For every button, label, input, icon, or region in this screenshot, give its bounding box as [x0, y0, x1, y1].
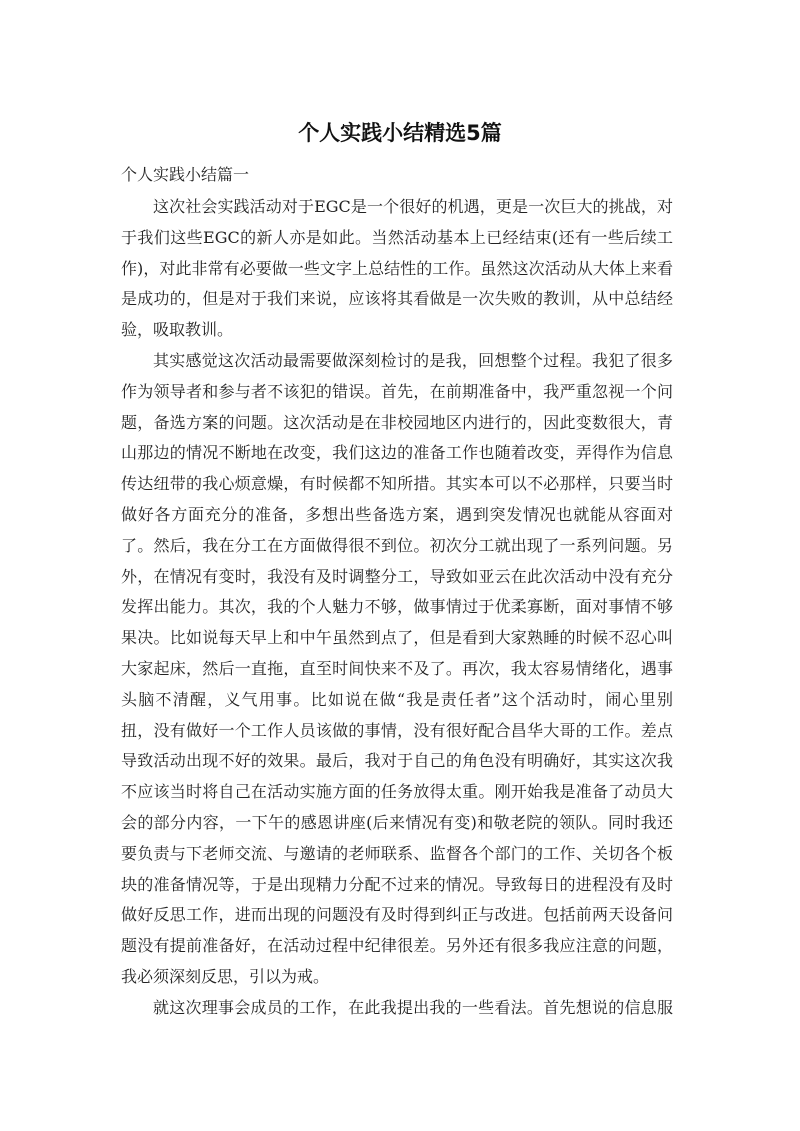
- text-line: 作为领导者和参与者不该犯的错误。首先，在前期准备中，我严重忽视一个问: [121, 381, 673, 401]
- text-line: 块的准备情况等，于是出现精力分配不过来的情况。导致每日的进程没有及时: [121, 874, 673, 894]
- text-line: 做好反思工作，进而出现的问题没有及时得到纠正与改进。包括前两天设备问: [121, 905, 673, 925]
- text-line: 就这次理事会成员的工作，在此我提出我的一些看法。首先想说的信息服: [153, 997, 673, 1017]
- text-line: 头脑不清醒，义气用事。比如说在做“我是责任者”这个活动时，闹心里别: [121, 689, 673, 709]
- paragraph-2: [121, 346, 673, 993]
- text-line: 是成功的，但是对于我们来说，应该将其看做是一次失败的教训，从中总结经: [121, 289, 673, 309]
- paragraph-1: [121, 192, 673, 346]
- text-line: 果决。比如说每天早上和中午虽然到点了，但是看到大家熟睡的时候不忍心叫: [121, 628, 673, 648]
- text-line: 验，吸取教训。: [121, 320, 234, 340]
- document-body: [121, 192, 673, 1024]
- paragraph-3: [121, 993, 673, 1024]
- text-line: 导致活动出现不好的效果。最后，我对于自己的角色没有明确好，其实这次我: [121, 751, 673, 771]
- text-line: 会的部分内容，一下午的感恩讲座(后来情况有变)和敬老院的领队。同时我还: [121, 812, 673, 832]
- text-line: 题，备选方案的问题。这次活动是在非校园地区内进行的，因此变数很大，青: [121, 412, 673, 432]
- text-line: 大家起床，然后一直拖，直至时间快来不及了。再次，我太容易情绪化，遇事: [121, 658, 673, 678]
- text-line: 这次社会实践活动对于EGC是一个很好的机遇，更是一次巨大的挑战，对: [153, 197, 673, 216]
- text-line: 我必须深刻反思，引以为戒。: [121, 966, 330, 986]
- text-line: 扭，没有做好一个工作人员该做的事情，没有很好配合昌华大哥的工作。差点: [121, 720, 673, 740]
- text-line: 做好各方面充分的准备，多想出些备选方案，遇到突发情况也就能从容面对: [121, 504, 673, 524]
- text-line: 外，在情况有变时，我没有及时调整分工，导致如亚云在此次活动中没有充分: [121, 566, 673, 586]
- text-line: 作)，对此非常有必要做一些文字上总结性的工作。虽然这次活动从大体上来看: [121, 258, 673, 278]
- text-line: 发挥出能力。其次，我的个人魅力不够，做事情过于优柔寡断，面对事情不够: [121, 597, 673, 617]
- document-title: 个人实践小结精选5篇: [298, 121, 502, 145]
- text-line: 要负责与下老师交流、与邀请的老师联系、监督各个部门的工作、关切各个板: [121, 843, 673, 863]
- text-line: 于我们这些EGC的新人亦是如此。当然活动基本上已经结束(还有一些后续工: [121, 227, 673, 247]
- section-heading: 个人实践小结篇一: [121, 165, 250, 184]
- text-line: 题没有提前准备好，在活动过程中纪律很差。另外还有很多我应注意的问题，: [121, 936, 673, 956]
- text-line: 传达纽带的我心烦意燥，有时候都不知所措。其实本可以不必那样，只要当时: [121, 474, 673, 494]
- text-line: 山那边的情况不断地在改变，我们这边的准备工作也随着改变，弄得作为信息: [121, 443, 673, 463]
- text-line: 不应该当时将自己在活动实施方面的任务放得太重。刚开始我是准备了动员大: [121, 782, 673, 802]
- text-line: 了。然后，我在分工在方面做得很不到位。初次分工就出现了一系列问题。另: [121, 535, 673, 555]
- text-line: 其实感觉这次活动最需要做深刻检讨的是我，回想整个过程。我犯了很多: [153, 350, 673, 370]
